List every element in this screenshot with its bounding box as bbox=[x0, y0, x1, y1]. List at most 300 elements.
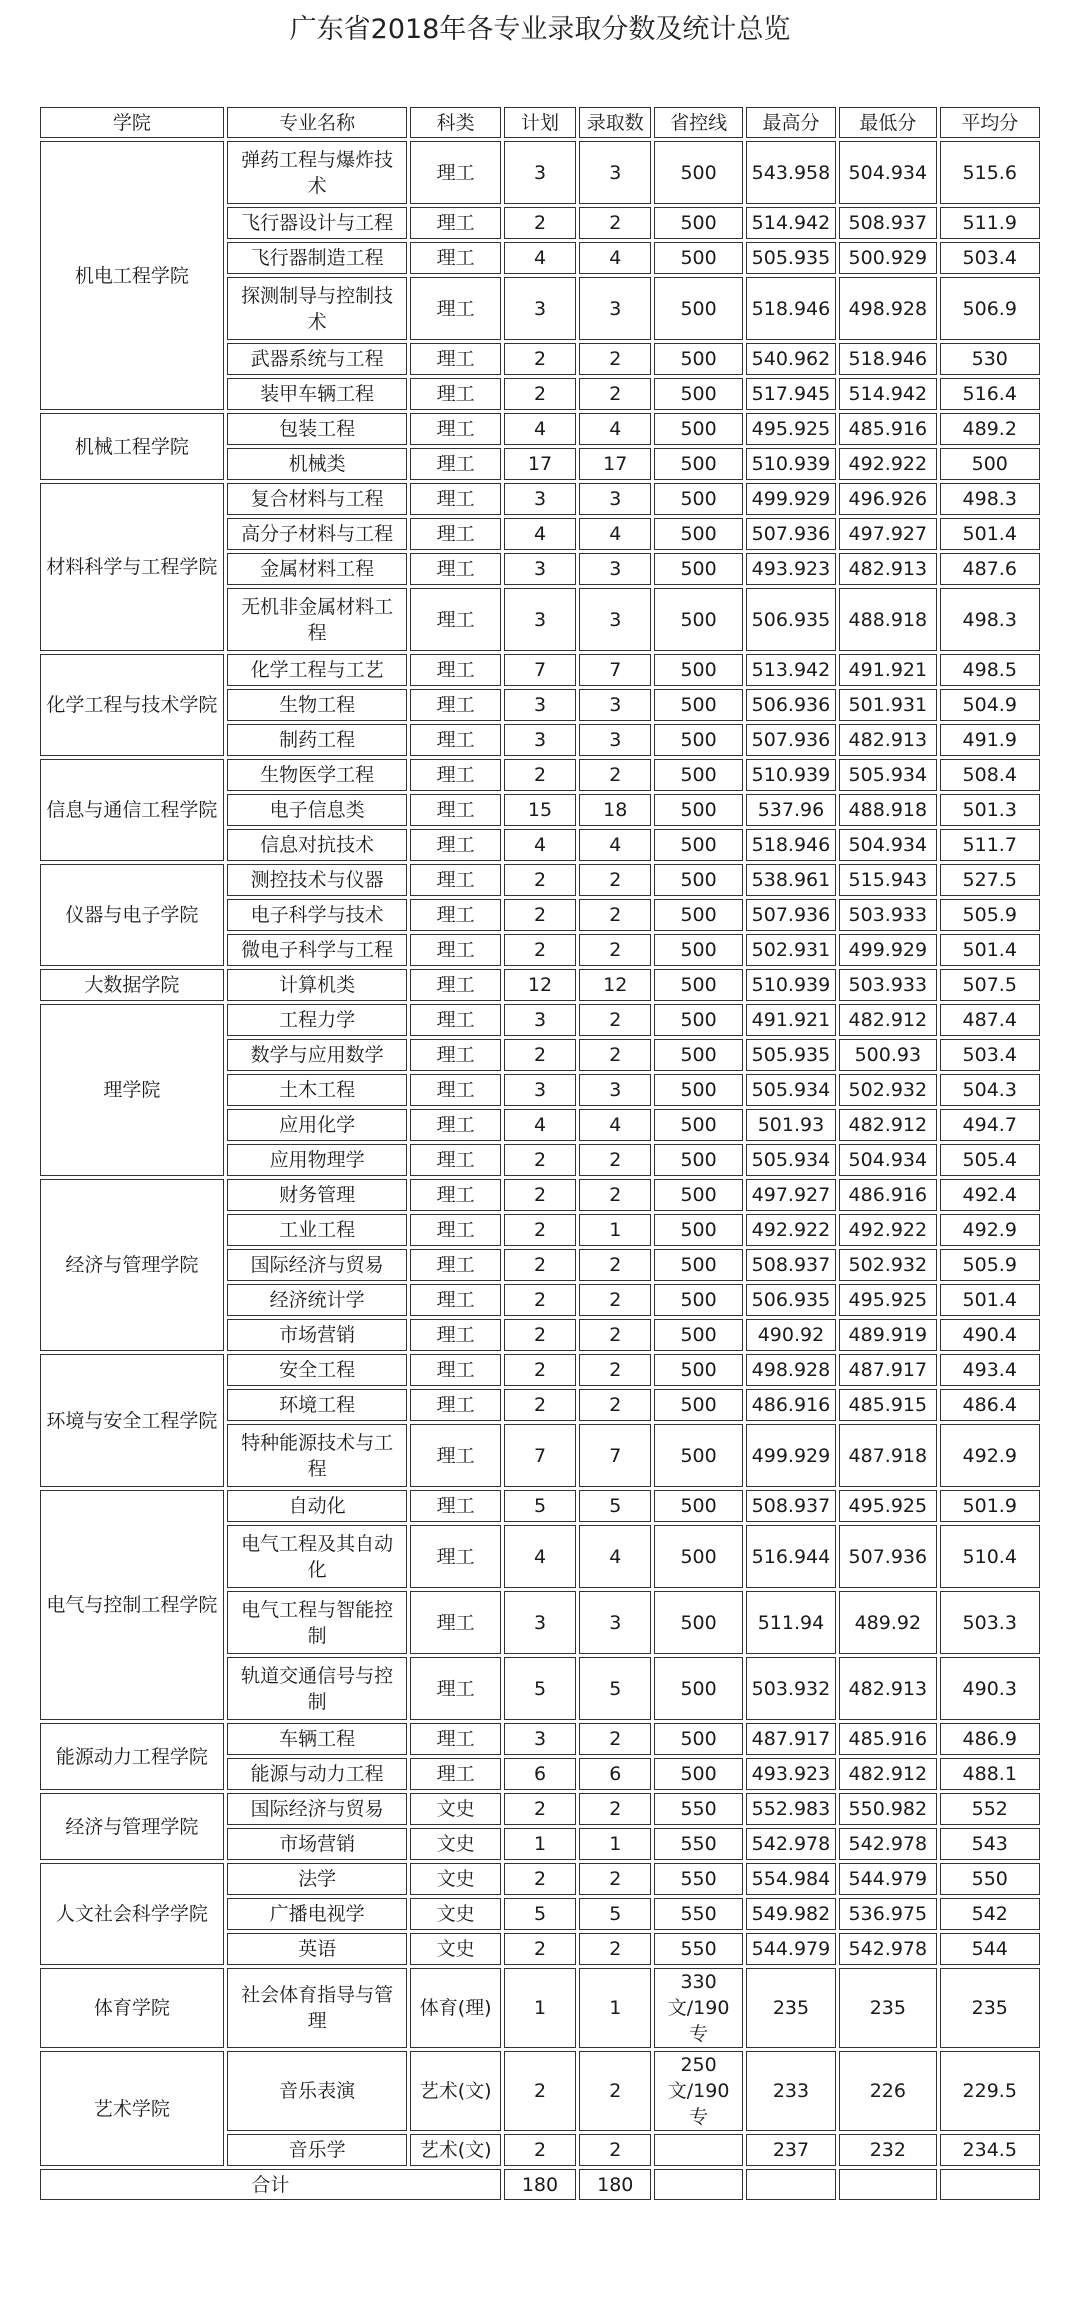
avg-score-cell: 503.4 bbox=[940, 1039, 1040, 1071]
college-cell: 能源动力工程学院 bbox=[40, 1723, 224, 1790]
min-score-cell: 491.921 bbox=[839, 654, 936, 686]
avg-score-cell: 504.9 bbox=[940, 689, 1040, 721]
admitted-cell: 2 bbox=[579, 343, 651, 375]
category-cell: 理工 bbox=[410, 1591, 500, 1654]
major-cell: 市场营销 bbox=[227, 1828, 408, 1860]
control-line-cell: 500 bbox=[654, 1179, 742, 1211]
admitted-cell: 3 bbox=[579, 1591, 651, 1654]
column-header: 省控线 bbox=[654, 107, 742, 138]
plan-cell: 2 bbox=[504, 378, 576, 410]
admitted-cell: 5 bbox=[579, 1490, 651, 1522]
category-cell: 艺术(文) bbox=[410, 2134, 500, 2166]
major-cell: 电气工程与智能控制 bbox=[227, 1591, 408, 1654]
category-cell: 理工 bbox=[410, 1657, 500, 1720]
plan-cell: 2 bbox=[504, 1249, 576, 1281]
category-cell: 文史 bbox=[410, 1863, 500, 1895]
avg-score-cell: 515.6 bbox=[940, 141, 1040, 204]
avg-score-cell: 489.2 bbox=[940, 413, 1040, 445]
plan-cell: 3 bbox=[504, 689, 576, 721]
min-score-cell: 488.918 bbox=[839, 588, 936, 651]
major-cell: 复合材料与工程 bbox=[227, 483, 408, 515]
admitted-cell: 17 bbox=[579, 448, 651, 480]
avg-score-cell: 498.3 bbox=[940, 483, 1040, 515]
control-line-cell: 500 bbox=[654, 588, 742, 651]
plan-cell: 4 bbox=[504, 1109, 576, 1141]
admitted-cell: 2 bbox=[579, 1933, 651, 1965]
category-cell: 理工 bbox=[410, 378, 500, 410]
category-cell: 理工 bbox=[410, 1723, 500, 1755]
total-admitted: 180 bbox=[579, 2169, 651, 2200]
admitted-cell: 2 bbox=[579, 207, 651, 239]
min-score-cell: 497.927 bbox=[839, 518, 936, 550]
category-cell: 理工 bbox=[410, 1249, 500, 1281]
plan-cell: 2 bbox=[504, 1144, 576, 1176]
admitted-cell: 4 bbox=[579, 1109, 651, 1141]
plan-cell: 2 bbox=[504, 759, 576, 791]
page-title: 广东省2018年各专业录取分数及统计总览 bbox=[289, 14, 791, 45]
category-cell: 理工 bbox=[410, 1144, 500, 1176]
admitted-cell: 2 bbox=[579, 1354, 651, 1386]
admitted-cell: 3 bbox=[579, 141, 651, 204]
major-cell: 社会体育指导与管理 bbox=[227, 1968, 408, 2048]
major-cell: 无机非金属材料工程 bbox=[227, 588, 408, 651]
max-score-cell: 511.94 bbox=[746, 1591, 836, 1654]
control-line-cell: 500 bbox=[654, 864, 742, 896]
plan-cell: 3 bbox=[504, 277, 576, 340]
admitted-cell: 3 bbox=[579, 588, 651, 651]
max-score-cell: 510.939 bbox=[746, 759, 836, 791]
major-cell: 化学工程与工艺 bbox=[227, 654, 408, 686]
min-score-cell: 482.912 bbox=[839, 1004, 936, 1036]
max-score-cell: 513.942 bbox=[746, 654, 836, 686]
plan-cell: 2 bbox=[504, 899, 576, 931]
plan-cell: 3 bbox=[504, 1723, 576, 1755]
control-line-cell: 500 bbox=[654, 759, 742, 791]
control-line-cell: 550 bbox=[654, 1863, 742, 1895]
category-cell: 艺术(文) bbox=[410, 2051, 500, 2131]
college-cell: 环境与安全工程学院 bbox=[40, 1354, 224, 1487]
min-score-cell: 232 bbox=[839, 2134, 936, 2166]
admitted-cell: 2 bbox=[579, 1319, 651, 1351]
min-score-cell: 482.912 bbox=[839, 1758, 936, 1790]
max-score-cell: 549.982 bbox=[746, 1898, 836, 1930]
plan-cell: 2 bbox=[504, 1214, 576, 1246]
major-cell: 测控技术与仪器 bbox=[227, 864, 408, 896]
column-header: 科类 bbox=[410, 107, 500, 138]
min-score-cell: 505.934 bbox=[839, 759, 936, 791]
category-cell: 理工 bbox=[410, 141, 500, 204]
control-line-cell: 500 bbox=[654, 1354, 742, 1386]
plan-cell: 2 bbox=[504, 207, 576, 239]
control-line-cell: 500 bbox=[654, 1214, 742, 1246]
plan-cell: 3 bbox=[504, 724, 576, 756]
major-cell: 经济统计学 bbox=[227, 1284, 408, 1316]
control-line-cell: 500 bbox=[654, 899, 742, 931]
score-table bbox=[37, 104, 1043, 2203]
avg-score-cell: 500 bbox=[940, 448, 1040, 480]
control-line-cell: 500 bbox=[654, 1758, 742, 1790]
avg-score-cell: 501.4 bbox=[940, 934, 1040, 966]
control-line-cell: 500 bbox=[654, 1074, 742, 1106]
category-cell: 理工 bbox=[410, 864, 500, 896]
admitted-cell: 4 bbox=[579, 1525, 651, 1588]
category-cell: 理工 bbox=[410, 969, 500, 1001]
column-header: 平均分 bbox=[940, 107, 1040, 138]
major-cell: 能源与动力工程 bbox=[227, 1758, 408, 1790]
min-score-cell: 503.933 bbox=[839, 969, 936, 1001]
total-label: 合计 bbox=[40, 2169, 501, 2200]
major-cell: 车辆工程 bbox=[227, 1723, 408, 1755]
major-cell: 武器系统与工程 bbox=[227, 343, 408, 375]
plan-cell: 2 bbox=[504, 1354, 576, 1386]
category-cell: 理工 bbox=[410, 1214, 500, 1246]
control-line-cell: 550 bbox=[654, 1828, 742, 1860]
max-score-cell: 497.927 bbox=[746, 1179, 836, 1211]
min-score-cell: 542.978 bbox=[839, 1933, 936, 1965]
college-cell: 大数据学院 bbox=[40, 969, 224, 1001]
control-line-cell: 500 bbox=[654, 277, 742, 340]
avg-score-cell: 492.9 bbox=[940, 1424, 1040, 1487]
control-line-cell: 550 bbox=[654, 1933, 742, 1965]
plan-cell: 3 bbox=[504, 588, 576, 651]
avg-score-cell: 498.5 bbox=[940, 654, 1040, 686]
admitted-cell: 2 bbox=[579, 759, 651, 791]
plan-cell: 2 bbox=[504, 1284, 576, 1316]
control-line-cell: 500 bbox=[654, 141, 742, 204]
table-row bbox=[40, 864, 1040, 896]
avg-score-cell: 490.4 bbox=[940, 1319, 1040, 1351]
min-score-cell: 235 bbox=[839, 1968, 936, 2048]
major-cell: 弹药工程与爆炸技术 bbox=[227, 141, 408, 204]
category-cell: 理工 bbox=[410, 1004, 500, 1036]
category-cell: 理工 bbox=[410, 1354, 500, 1386]
avg-score-cell: 235 bbox=[940, 1968, 1040, 2048]
category-cell: 文史 bbox=[410, 1933, 500, 1965]
max-score-cell: 501.93 bbox=[746, 1109, 836, 1141]
control-line-cell: 500 bbox=[654, 518, 742, 550]
column-header: 最低分 bbox=[839, 107, 936, 138]
category-cell: 理工 bbox=[410, 654, 500, 686]
avg-score-cell: 486.4 bbox=[940, 1389, 1040, 1421]
min-score-cell: 495.925 bbox=[839, 1490, 936, 1522]
avg-score-cell: 486.9 bbox=[940, 1723, 1040, 1755]
max-score-cell: 499.929 bbox=[746, 1424, 836, 1487]
control-line-cell: 500 bbox=[654, 829, 742, 861]
max-score-cell: 507.936 bbox=[746, 724, 836, 756]
max-score-cell: 486.916 bbox=[746, 1389, 836, 1421]
table-row bbox=[40, 483, 1040, 515]
max-score-cell: 505.935 bbox=[746, 242, 836, 274]
min-score-cell: 507.936 bbox=[839, 1525, 936, 1588]
max-score-cell: 510.939 bbox=[746, 448, 836, 480]
major-cell: 包装工程 bbox=[227, 413, 408, 445]
category-cell: 理工 bbox=[410, 1424, 500, 1487]
control-line-cell: 330文/190专 bbox=[654, 1968, 742, 2048]
max-score-cell: 508.937 bbox=[746, 1249, 836, 1281]
admitted-cell: 3 bbox=[579, 689, 651, 721]
control-line-cell: 500 bbox=[654, 1004, 742, 1036]
college-cell: 经济与管理学院 bbox=[40, 1793, 224, 1860]
avg-score-cell: 511.9 bbox=[940, 207, 1040, 239]
plan-cell: 2 bbox=[504, 1319, 576, 1351]
admitted-cell: 2 bbox=[579, 2051, 651, 2131]
total-plan: 180 bbox=[504, 2169, 576, 2200]
max-score-cell: 506.935 bbox=[746, 588, 836, 651]
max-score-cell: 510.939 bbox=[746, 969, 836, 1001]
major-cell: 电子信息类 bbox=[227, 794, 408, 826]
control-line-cell: 550 bbox=[654, 1898, 742, 1930]
min-score-cell: 504.934 bbox=[839, 829, 936, 861]
category-cell: 理工 bbox=[410, 1074, 500, 1106]
category-cell: 文史 bbox=[410, 1793, 500, 1825]
category-cell: 理工 bbox=[410, 277, 500, 340]
max-score-cell: 514.942 bbox=[746, 207, 836, 239]
column-header: 最高分 bbox=[746, 107, 836, 138]
column-header: 学院 bbox=[40, 107, 224, 138]
avg-score-cell: 530 bbox=[940, 343, 1040, 375]
control-line-cell bbox=[654, 2134, 742, 2166]
max-score-cell: 517.945 bbox=[746, 378, 836, 410]
category-cell: 理工 bbox=[410, 1389, 500, 1421]
major-cell: 特种能源技术与工程 bbox=[227, 1424, 408, 1487]
plan-cell: 2 bbox=[504, 864, 576, 896]
max-score-cell: 507.936 bbox=[746, 518, 836, 550]
max-score-cell: 233 bbox=[746, 2051, 836, 2131]
plan-cell: 15 bbox=[504, 794, 576, 826]
major-cell: 装甲车辆工程 bbox=[227, 378, 408, 410]
min-score-cell: 226 bbox=[839, 2051, 936, 2131]
table-row bbox=[40, 1863, 1040, 1895]
min-score-cell: 501.931 bbox=[839, 689, 936, 721]
plan-cell: 4 bbox=[504, 413, 576, 445]
plan-cell: 4 bbox=[504, 1525, 576, 1588]
major-cell: 飞行器设计与工程 bbox=[227, 207, 408, 239]
empty-cell bbox=[746, 2169, 836, 2200]
category-cell: 文史 bbox=[410, 1828, 500, 1860]
avg-score-cell: 552 bbox=[940, 1793, 1040, 1825]
major-cell: 探测制导与控制技术 bbox=[227, 277, 408, 340]
table-row bbox=[40, 2051, 1040, 2131]
min-score-cell: 482.913 bbox=[839, 553, 936, 585]
control-line-cell: 500 bbox=[654, 1284, 742, 1316]
max-score-cell: 505.935 bbox=[746, 1039, 836, 1071]
major-cell: 数学与应用数学 bbox=[227, 1039, 408, 1071]
category-cell: 理工 bbox=[410, 1179, 500, 1211]
major-cell: 高分子材料与工程 bbox=[227, 518, 408, 550]
major-cell: 电子科学与技术 bbox=[227, 899, 408, 931]
admitted-cell: 2 bbox=[579, 1863, 651, 1895]
avg-score-cell: 494.7 bbox=[940, 1109, 1040, 1141]
major-cell: 财务管理 bbox=[227, 1179, 408, 1211]
admitted-cell: 2 bbox=[579, 1039, 651, 1071]
plan-cell: 2 bbox=[504, 343, 576, 375]
category-cell: 理工 bbox=[410, 1319, 500, 1351]
min-score-cell: 487.917 bbox=[839, 1354, 936, 1386]
college-cell: 机电工程学院 bbox=[40, 141, 224, 410]
avg-score-cell: 492.4 bbox=[940, 1179, 1040, 1211]
empty-cell bbox=[654, 2169, 742, 2200]
min-score-cell: 544.979 bbox=[839, 1863, 936, 1895]
control-line-cell: 500 bbox=[654, 207, 742, 239]
column-header: 录取数 bbox=[579, 107, 651, 138]
admitted-cell: 5 bbox=[579, 1898, 651, 1930]
major-cell: 工业工程 bbox=[227, 1214, 408, 1246]
avg-score-cell: 498.3 bbox=[940, 588, 1040, 651]
plan-cell: 3 bbox=[504, 1074, 576, 1106]
min-score-cell: 503.933 bbox=[839, 899, 936, 931]
major-cell: 制药工程 bbox=[227, 724, 408, 756]
min-score-cell: 485.916 bbox=[839, 413, 936, 445]
avg-score-cell: 488.1 bbox=[940, 1758, 1040, 1790]
avg-score-cell: 506.9 bbox=[940, 277, 1040, 340]
min-score-cell: 542.978 bbox=[839, 1828, 936, 1860]
avg-score-cell: 505.9 bbox=[940, 1249, 1040, 1281]
control-line-cell: 500 bbox=[654, 1657, 742, 1720]
plan-cell: 7 bbox=[504, 654, 576, 686]
category-cell: 理工 bbox=[410, 1490, 500, 1522]
max-score-cell: 538.961 bbox=[746, 864, 836, 896]
plan-cell: 3 bbox=[504, 1004, 576, 1036]
plan-cell: 4 bbox=[504, 518, 576, 550]
admitted-cell: 2 bbox=[579, 864, 651, 896]
control-line-cell: 500 bbox=[654, 1319, 742, 1351]
max-score-cell: 552.983 bbox=[746, 1793, 836, 1825]
empty-cell bbox=[839, 2169, 936, 2200]
avg-score-cell: 501.4 bbox=[940, 518, 1040, 550]
table-row bbox=[40, 969, 1040, 1001]
major-cell: 机械类 bbox=[227, 448, 408, 480]
control-line-cell: 500 bbox=[654, 242, 742, 274]
major-cell: 应用化学 bbox=[227, 1109, 408, 1141]
admitted-cell: 1 bbox=[579, 1214, 651, 1246]
college-cell: 理学院 bbox=[40, 1004, 224, 1176]
major-cell: 生物医学工程 bbox=[227, 759, 408, 791]
avg-score-cell: 511.7 bbox=[940, 829, 1040, 861]
table-row bbox=[40, 1179, 1040, 1211]
min-score-cell: 488.918 bbox=[839, 794, 936, 826]
max-score-cell: 505.934 bbox=[746, 1144, 836, 1176]
category-cell: 理工 bbox=[410, 483, 500, 515]
control-line-cell: 500 bbox=[654, 654, 742, 686]
max-score-cell: 493.923 bbox=[746, 553, 836, 585]
admitted-cell: 3 bbox=[579, 724, 651, 756]
min-score-cell: 550.982 bbox=[839, 1793, 936, 1825]
empty-cell bbox=[940, 2169, 1040, 2200]
plan-cell: 5 bbox=[504, 1490, 576, 1522]
category-cell: 理工 bbox=[410, 1525, 500, 1588]
admitted-cell: 3 bbox=[579, 277, 651, 340]
category-cell: 理工 bbox=[410, 1039, 500, 1071]
avg-score-cell: 501.3 bbox=[940, 794, 1040, 826]
min-score-cell: 487.918 bbox=[839, 1424, 936, 1487]
admitted-cell: 6 bbox=[579, 1758, 651, 1790]
control-line-cell: 500 bbox=[654, 1109, 742, 1141]
admitted-cell: 2 bbox=[579, 934, 651, 966]
college-cell: 经济与管理学院 bbox=[40, 1179, 224, 1351]
max-score-cell: 506.935 bbox=[746, 1284, 836, 1316]
avg-score-cell: 542 bbox=[940, 1898, 1040, 1930]
max-score-cell: 490.92 bbox=[746, 1319, 836, 1351]
plan-cell: 5 bbox=[504, 1657, 576, 1720]
control-line-cell: 500 bbox=[654, 934, 742, 966]
max-score-cell: 518.946 bbox=[746, 829, 836, 861]
plan-cell: 1 bbox=[504, 1968, 576, 2048]
admitted-cell: 3 bbox=[579, 483, 651, 515]
major-cell: 轨道交通信号与控制 bbox=[227, 1657, 408, 1720]
admitted-cell: 2 bbox=[579, 1389, 651, 1421]
plan-cell: 2 bbox=[504, 1863, 576, 1895]
max-score-cell: 499.929 bbox=[746, 483, 836, 515]
min-score-cell: 536.975 bbox=[839, 1898, 936, 1930]
min-score-cell: 500.929 bbox=[839, 242, 936, 274]
admitted-cell: 2 bbox=[579, 1284, 651, 1316]
major-cell: 计算机类 bbox=[227, 969, 408, 1001]
control-line-cell: 500 bbox=[654, 1490, 742, 1522]
control-line-cell: 500 bbox=[654, 343, 742, 375]
control-line-cell: 500 bbox=[654, 1039, 742, 1071]
max-score-cell: 492.922 bbox=[746, 1214, 836, 1246]
college-cell: 信息与通信工程学院 bbox=[40, 759, 224, 861]
major-cell: 广播电视学 bbox=[227, 1898, 408, 1930]
avg-score-cell: 505.4 bbox=[940, 1144, 1040, 1176]
table-row bbox=[40, 1354, 1040, 1386]
avg-score-cell: 508.4 bbox=[940, 759, 1040, 791]
category-cell: 理工 bbox=[410, 207, 500, 239]
min-score-cell: 508.937 bbox=[839, 207, 936, 239]
major-cell: 生物工程 bbox=[227, 689, 408, 721]
column-header: 计划 bbox=[504, 107, 576, 138]
avg-score-cell: 501.4 bbox=[940, 1284, 1040, 1316]
avg-score-cell: 504.3 bbox=[940, 1074, 1040, 1106]
control-line-cell: 500 bbox=[654, 448, 742, 480]
major-cell: 金属材料工程 bbox=[227, 553, 408, 585]
college-cell: 材料科学与工程学院 bbox=[40, 483, 224, 651]
major-cell: 法学 bbox=[227, 1863, 408, 1895]
header-row bbox=[40, 107, 1040, 138]
category-cell: 理工 bbox=[410, 588, 500, 651]
avg-score-cell: 487.4 bbox=[940, 1004, 1040, 1036]
major-cell: 国际经济与贸易 bbox=[227, 1793, 408, 1825]
admitted-cell: 2 bbox=[579, 899, 651, 931]
max-score-cell: 540.962 bbox=[746, 343, 836, 375]
plan-cell: 3 bbox=[504, 553, 576, 585]
max-score-cell: 507.936 bbox=[746, 899, 836, 931]
admitted-cell: 2 bbox=[579, 1793, 651, 1825]
control-line-cell: 500 bbox=[654, 1424, 742, 1487]
plan-cell: 2 bbox=[504, 1389, 576, 1421]
avg-score-cell: 503.3 bbox=[940, 1591, 1040, 1654]
column-header: 专业名称 bbox=[227, 107, 408, 138]
plan-cell: 3 bbox=[504, 483, 576, 515]
major-cell: 信息对抗技术 bbox=[227, 829, 408, 861]
plan-cell: 17 bbox=[504, 448, 576, 480]
admitted-cell: 2 bbox=[579, 378, 651, 410]
max-score-cell: 503.932 bbox=[746, 1657, 836, 1720]
min-score-cell: 495.925 bbox=[839, 1284, 936, 1316]
min-score-cell: 485.916 bbox=[839, 1723, 936, 1755]
max-score-cell: 493.923 bbox=[746, 1758, 836, 1790]
major-cell: 环境工程 bbox=[227, 1389, 408, 1421]
major-cell: 市场营销 bbox=[227, 1319, 408, 1351]
college-cell: 化学工程与技术学院 bbox=[40, 654, 224, 756]
category-cell: 理工 bbox=[410, 689, 500, 721]
college-cell: 机械工程学院 bbox=[40, 413, 224, 480]
plan-cell: 2 bbox=[504, 1933, 576, 1965]
min-score-cell: 515.943 bbox=[839, 864, 936, 896]
college-cell: 艺术学院 bbox=[40, 2051, 224, 2166]
plan-cell: 5 bbox=[504, 1898, 576, 1930]
admitted-cell: 3 bbox=[579, 553, 651, 585]
